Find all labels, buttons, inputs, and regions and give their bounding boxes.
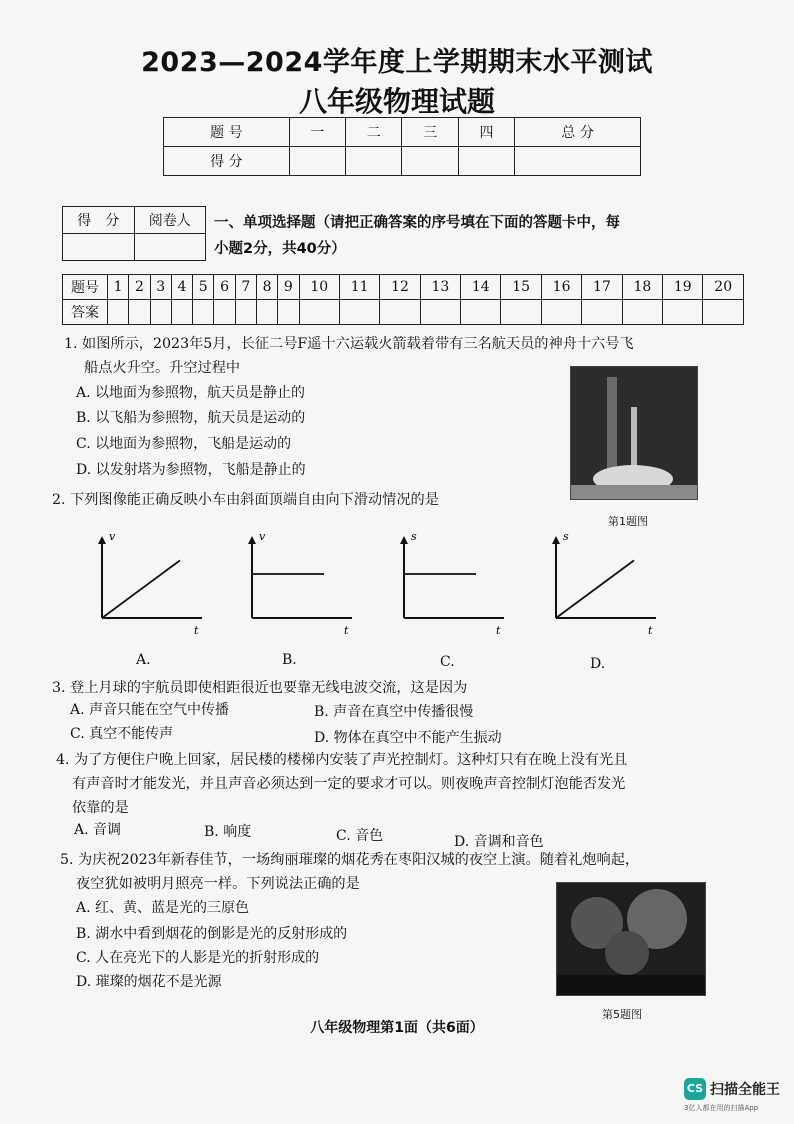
graph-b — [248, 530, 352, 637]
answer-card-cell[interactable] — [299, 300, 339, 325]
score-header: 一 — [289, 118, 345, 147]
grader-name-label: 阅卷人 — [134, 207, 206, 234]
grader-score-label: 得 分 — [63, 207, 135, 234]
answer-card-cell[interactable] — [171, 300, 192, 325]
answer-card-number: 7 — [235, 275, 256, 300]
answer-card-label: 题号 — [63, 275, 108, 300]
answer-card-number: 16 — [541, 275, 581, 300]
graph-line — [102, 560, 180, 618]
score-cell[interactable] — [515, 147, 641, 176]
answer-card-number: 6 — [214, 275, 235, 300]
question-5-caption: 第5题图 — [602, 1008, 642, 1021]
score-cell[interactable] — [346, 147, 402, 176]
question-1-option-b[interactable]: B. 以飞船为参照物，航天员是运动的 — [76, 410, 306, 426]
y-axis-label: v — [259, 530, 266, 543]
answer-card-cell[interactable] — [235, 300, 256, 325]
question-5-stem: 夜空犹如被明月照亮一样。下列说法正确的是 — [76, 876, 360, 892]
question-5-option-a[interactable]: A. 红、黄、蓝是光的三原色 — [76, 900, 250, 916]
fireworks-image — [557, 883, 705, 995]
score-cell[interactable] — [402, 147, 458, 176]
answer-card-cell[interactable] — [380, 300, 420, 325]
grader-name-cell[interactable] — [134, 234, 206, 261]
y-axis-arrow — [98, 536, 106, 544]
answer-card-number: 9 — [278, 275, 299, 300]
answer-card-cell[interactable] — [278, 300, 299, 325]
x-axis-label: t — [344, 624, 349, 637]
graph-a — [98, 530, 202, 637]
y-axis-arrow — [248, 536, 256, 544]
question-1-stem: 1. 如图所示，2023年5月，长征二号F遥十六运载火箭载着带有三名航天员的神舟十六号飞 — [64, 336, 634, 352]
question-3-option-a[interactable]: A. 声音只能在空气中传播 — [70, 702, 230, 718]
score-table — [163, 117, 641, 176]
question-5-stem: 5. 为庆祝2023年新春佳节，一场绚丽璀璨的烟花秀在枣阳汉城的夜空上演。随着礼炮响起， — [60, 852, 640, 868]
graph-line — [556, 560, 634, 618]
answer-card-cell[interactable] — [703, 300, 744, 325]
graph-c-label[interactable]: C. — [440, 654, 455, 670]
score-header: 四 — [458, 118, 514, 147]
y-axis-label: v — [109, 530, 116, 543]
question-3-option-b[interactable]: B. 声音在真空中传播很慢 — [314, 704, 474, 720]
rocket-launch-photo — [570, 366, 698, 500]
answer-card-number: 10 — [299, 275, 339, 300]
answer-card-number: 4 — [171, 275, 192, 300]
answer-card-number: 20 — [703, 275, 744, 300]
camscanner-logo-icon: CS — [684, 1078, 706, 1100]
answer-card-label: 答案 — [63, 300, 108, 325]
motion-graphs — [80, 530, 680, 670]
answer-card-number: 5 — [193, 275, 214, 300]
graph-d — [552, 530, 656, 637]
exam-subtitle: 八年级物理试题 — [298, 85, 495, 118]
y-axis-arrow — [552, 536, 560, 544]
question-4-stem: 依靠的是 — [72, 800, 129, 816]
question-1-option-d[interactable]: D. 以发射塔为参照物，飞船是静止的 — [76, 462, 306, 478]
grader-table — [62, 206, 206, 261]
score-header: 总 分 — [515, 118, 641, 147]
y-axis-label: s — [563, 530, 569, 543]
answer-card-number: 18 — [622, 275, 662, 300]
question-4-stem: 4. 为了方便住户晚上回家，居民楼的楼梯内安装了声光控制灯。这种灯只有在晚上没有光且 — [56, 752, 628, 768]
question-5-option-c[interactable]: C. 人在亮光下的人影是光的折射形成的 — [76, 950, 320, 966]
answer-card-number: 14 — [461, 275, 501, 300]
question-4-stem: 有声音时才能发光，并且声音必须达到一定的要求才可以。则夜晚声音控制灯泡能否发光 — [72, 776, 626, 792]
answer-card-number: 17 — [582, 275, 622, 300]
fireworks-photo — [556, 882, 706, 996]
question-3-option-d[interactable]: D. 物体在真空中不能产生振动 — [314, 730, 502, 746]
answer-card-number: 15 — [501, 275, 541, 300]
rocket-launch-image — [571, 367, 697, 499]
graph-d-label[interactable]: D. — [590, 656, 606, 672]
page-footer: 八年级物理第1面（共6面） — [310, 1020, 484, 1036]
score-header: 题 号 — [164, 118, 290, 147]
graph-b-label[interactable]: B. — [282, 652, 297, 668]
score-row-label: 得 分 — [164, 147, 290, 176]
question-1-option-a[interactable]: A. 以地面为参照物，航天员是静止的 — [76, 385, 306, 401]
grader-score-cell[interactable] — [63, 234, 135, 261]
answer-card-cell[interactable] — [129, 300, 150, 325]
exam-title: 2023—2024学年度上学期期末水平测试 — [141, 47, 653, 78]
question-1-caption: 第1题图 — [608, 515, 648, 528]
answer-card — [62, 274, 744, 325]
answer-card-number: 13 — [420, 275, 460, 300]
camscanner-name: 扫描全能王 — [710, 1082, 780, 1098]
answer-card-cell[interactable] — [663, 300, 703, 325]
y-axis-label: s — [411, 530, 417, 543]
answer-card-number: 12 — [380, 275, 420, 300]
answer-card-cell[interactable] — [193, 300, 214, 325]
question-3-stem: 3. 登上月球的宇航员即使相距很近也要靠无线电波交流，这是因为 — [52, 680, 468, 696]
question-5-option-b[interactable]: B. 湖水中看到烟花的倒影是光的反射形成的 — [76, 926, 348, 942]
section-heading — [214, 210, 734, 262]
answer-card-number: 19 — [663, 275, 703, 300]
answer-card-cell[interactable] — [256, 300, 277, 325]
question-4-option-b[interactable]: B. 响度 — [204, 824, 252, 840]
answer-card-number: 8 — [256, 275, 277, 300]
x-axis-label: t — [496, 624, 501, 637]
question-2-stem: 2. 下列图像能正确反映小车由斜面顶端自由向下滑动情况的是 — [52, 492, 439, 508]
score-header: 二 — [346, 118, 402, 147]
score-cell[interactable] — [289, 147, 345, 176]
y-axis-arrow — [400, 536, 408, 544]
graph-c — [400, 530, 504, 637]
question-1-stem: 船点火升空。升空过程中 — [84, 360, 241, 376]
answer-card-number: 3 — [150, 275, 171, 300]
answer-card-number: 2 — [129, 275, 150, 300]
score-header: 三 — [402, 118, 458, 147]
question-4-option-a[interactable]: A. 音调 — [74, 822, 122, 838]
score-cell[interactable] — [458, 147, 514, 176]
answer-card-cell[interactable] — [108, 300, 129, 325]
answer-card-cell[interactable] — [150, 300, 171, 325]
answer-card-cell[interactable] — [339, 300, 379, 325]
section-heading-line: 小题2分，共40分） — [214, 241, 346, 257]
answer-card-cell[interactable] — [582, 300, 622, 325]
x-axis-label: t — [194, 624, 199, 637]
section-heading-line: 一、单项选择题（请把正确答案的序号填在下面的答题卡中，每 — [214, 215, 620, 231]
answer-card-cell[interactable] — [420, 300, 460, 325]
question-4-option-c[interactable]: C. 音色 — [336, 828, 384, 844]
question-4-option-d[interactable]: D. 音调和音色 — [454, 834, 544, 850]
camscanner-tagline: 3亿人都在用的扫描App — [684, 1104, 759, 1112]
question-3-option-c[interactable]: C. 真空不能传声 — [70, 726, 174, 742]
graph-a-label[interactable]: A. — [136, 652, 151, 668]
question-5-option-d[interactable]: D. 璀璨的烟花不是光源 — [76, 974, 222, 990]
answer-card-number: 11 — [339, 275, 379, 300]
answer-card-number: 1 — [108, 275, 129, 300]
question-1-option-c[interactable]: C. 以地面为参照物，飞船是运动的 — [76, 436, 292, 452]
answer-card-cell[interactable] — [501, 300, 541, 325]
x-axis-label: t — [648, 624, 653, 637]
answer-card-cell[interactable] — [622, 300, 662, 325]
answer-card-cell[interactable] — [541, 300, 581, 325]
answer-card-cell[interactable] — [461, 300, 501, 325]
answer-card-cell[interactable] — [214, 300, 235, 325]
